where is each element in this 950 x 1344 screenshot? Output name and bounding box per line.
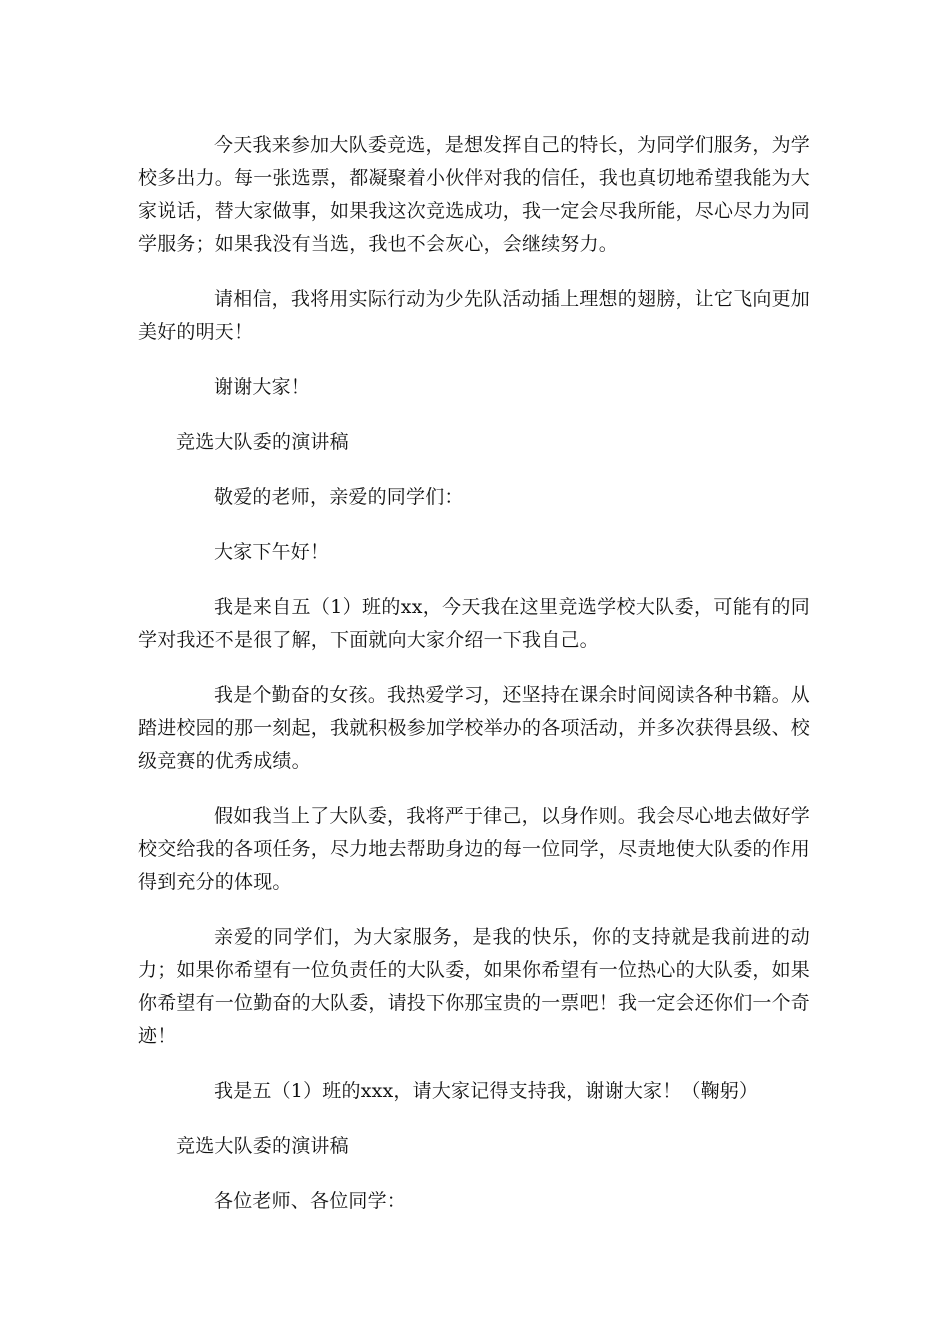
section-heading-1: 竞选大队委的演讲稿 bbox=[176, 431, 349, 453]
paragraph-intro: 今天我来参加大队委竞选，是想发挥自己的特长，为同学们服务，为学校多出力。每一张选票，都凝聚着小伙伴对我的信任，我也真切地希望我能为大家说话，替大家做事，如果我这次竞选成功，我一定会尽我所能，尽心尽力为同学服务；如果我没有当选，我也不会灰心，会继续努力。 bbox=[138, 134, 811, 255]
paragraph-greeting: 大家下午好！ bbox=[214, 541, 330, 563]
paragraph-diligent: 我是个勤奋的女孩。我热爱学习，还坚持在课余时间阅读各种书籍。从踏进校园的那一刻起，我就积极参加学校举办的各项活动，并多次获得县级、校级竞赛的优秀成绩。 bbox=[138, 684, 811, 772]
paragraph-appeal: 亲爱的同学们，为大家服务，是我的快乐，你的支持就是我前进的动力；如果你希望有一位负责任的大队委，如果你希望有一位热心的大队委，如果你希望有一位勤奋的大队委，请投下你那宝贵的一票吧！我一定会还你们一个奇迹！ bbox=[138, 926, 811, 1047]
paragraph-closing: 我是五（1）班的xxx，请大家记得支持我，谢谢大家！（鞠躬） bbox=[214, 1080, 759, 1102]
paragraph-thanks: 谢谢大家！ bbox=[214, 376, 311, 398]
paragraph-salutation-2: 各位老师、各位同学： bbox=[214, 1190, 407, 1212]
section-heading-2: 竞选大队委的演讲稿 bbox=[176, 1135, 349, 1157]
paragraph-self-intro: 我是来自五（1）班的xx，今天我在这里竞选学校大队委，可能有的同学对我还不是很了解，下面就向大家介绍一下我自己。 bbox=[138, 596, 810, 651]
paragraph-salutation: 敬爱的老师，亲爱的同学们： bbox=[214, 486, 464, 508]
document-body bbox=[138, 129, 810, 1218]
paragraph-if-elected: 假如我当上了大队委，我将严于律己，以身作则。我会尽心地去做好学校交给我的各项任务，尽力地去帮助身边的每一位同学，尽责地使大队委的作用得到充分的体现。 bbox=[138, 805, 811, 893]
paragraph-promise: 请相信，我将用实际行动为少先队活动插上理想的翅膀，让它飞向更加美好的明天！ bbox=[138, 288, 810, 343]
